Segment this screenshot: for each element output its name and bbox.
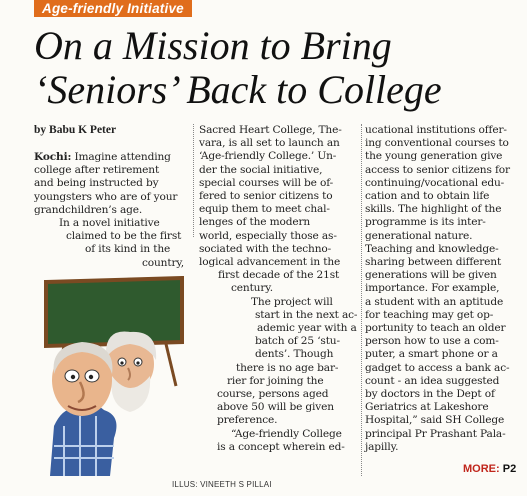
text-line: Sacred Heart College, The-: [199, 124, 342, 136]
text-line: course, persons aged: [217, 388, 329, 401]
text-line: Geriatrics at Lakeshore: [365, 401, 489, 414]
text-line: ing conventional courses to: [365, 137, 509, 150]
more-page: P2: [502, 463, 517, 475]
article-column-1: [34, 151, 190, 270]
text-line: claimed to be the first: [66, 230, 182, 243]
headline-line-1: On a Mission to Bring: [34, 23, 392, 68]
text-line: principal Pr Prashant Pala-: [365, 427, 506, 440]
text-line: “Age-friendly College: [231, 427, 342, 440]
text-line: batch of 25 ‘stu-: [255, 335, 340, 348]
text-line: ucational institutions offer-: [365, 124, 507, 136]
text-line: cation and to obtain life: [365, 190, 490, 203]
byline: by Babu K Peter: [34, 124, 117, 136]
text-line: der the social initiative,: [199, 163, 323, 176]
text-line: youngsters who are of your: [34, 190, 178, 203]
text-line: Teaching and knowledge-: [365, 242, 499, 255]
text-line: programme is its inter-: [365, 216, 486, 229]
continued-on-link[interactable]: [463, 463, 516, 475]
text-line: person how to use a com-: [365, 335, 499, 348]
front-man-figure: [50, 342, 116, 476]
text-line: rier for joining the: [227, 374, 324, 387]
text-line: is a concept wherein ed-: [217, 440, 345, 453]
text-line: gadget to access a bank ac-: [365, 361, 510, 374]
text-line: generational nature.: [365, 229, 473, 242]
article-column-2: [199, 124, 359, 454]
illustration-credit: ILLUS: VINEETH S PILLAI: [172, 480, 272, 489]
text-line: The project will: [251, 295, 333, 308]
text-line: special courses will be of-: [199, 176, 334, 189]
column-rule: [193, 124, 194, 237]
text-line: college after retirement: [34, 164, 160, 177]
text-line: ‘Age-friendly College.’ Un-: [199, 150, 337, 163]
dateline: Kochi:: [34, 151, 72, 163]
text-line: sharing between different: [365, 256, 502, 269]
text-line: by doctors in the Dept of: [365, 388, 495, 401]
text-line: generations will be given: [365, 269, 497, 282]
text-line: sociated with the techno-: [199, 242, 332, 255]
more-label: MORE:: [463, 463, 500, 475]
text-line: continuing/vocational edu-: [365, 176, 505, 189]
text-line: dents’. Though: [255, 348, 334, 361]
text-line: fered to senior citizens to: [199, 190, 333, 203]
text-line: the young generation give: [365, 150, 503, 163]
text-line: In a novel initiative: [59, 217, 160, 230]
text-line: preference.: [217, 414, 278, 427]
text-line: importance. For example,: [365, 282, 500, 295]
text-line: portunity to teach an older: [365, 322, 506, 335]
text-line: skills. The highlight of the: [365, 203, 502, 216]
text-line: there is no age bar-: [236, 361, 339, 374]
text-line: [34, 151, 190, 164]
text-line: start in the next ac-: [255, 308, 358, 321]
text-line: Hospital,” said SH College: [365, 414, 505, 427]
text-line: logical advancement in the: [199, 256, 341, 269]
column-rule: [361, 124, 362, 476]
text-line: count - an idea suggested: [365, 374, 500, 387]
text-line: puter, a smart phone or a: [365, 348, 498, 361]
text-line: world, especially those as-: [199, 229, 337, 242]
text-line: a student with an aptitude: [365, 295, 504, 308]
headline-line-2: ‘Seniors’ Back to College: [34, 67, 442, 112]
text-line: of its kind in the: [85, 243, 171, 256]
seniors-illustration: [34, 276, 184, 476]
text-line: century.: [231, 282, 273, 295]
text-line: japilly.: [365, 440, 399, 453]
text-line: above 50 will be given: [217, 401, 334, 414]
back-man-figure: [106, 332, 156, 412]
text-line: access to senior citizens for: [365, 163, 510, 176]
text-line: country,: [142, 256, 185, 269]
text-line: equip them to meet chal-: [199, 203, 330, 216]
text-line: lenges of the modern: [199, 216, 311, 229]
text-fragment: Imagine attending: [71, 151, 171, 163]
text-line: grandchildren’s age.: [34, 203, 143, 216]
text-line: vara, is all set to launch an: [199, 137, 340, 150]
section-kicker: Age-friendly Initiative: [34, 0, 192, 17]
article-column-3: [365, 124, 525, 454]
text-line: first decade of the 21st: [218, 269, 340, 282]
text-line: for teaching may get op-: [365, 308, 494, 321]
headline: [34, 24, 524, 112]
text-line: and being instructed by: [34, 177, 159, 190]
text-line: ademic year with a: [257, 322, 357, 335]
